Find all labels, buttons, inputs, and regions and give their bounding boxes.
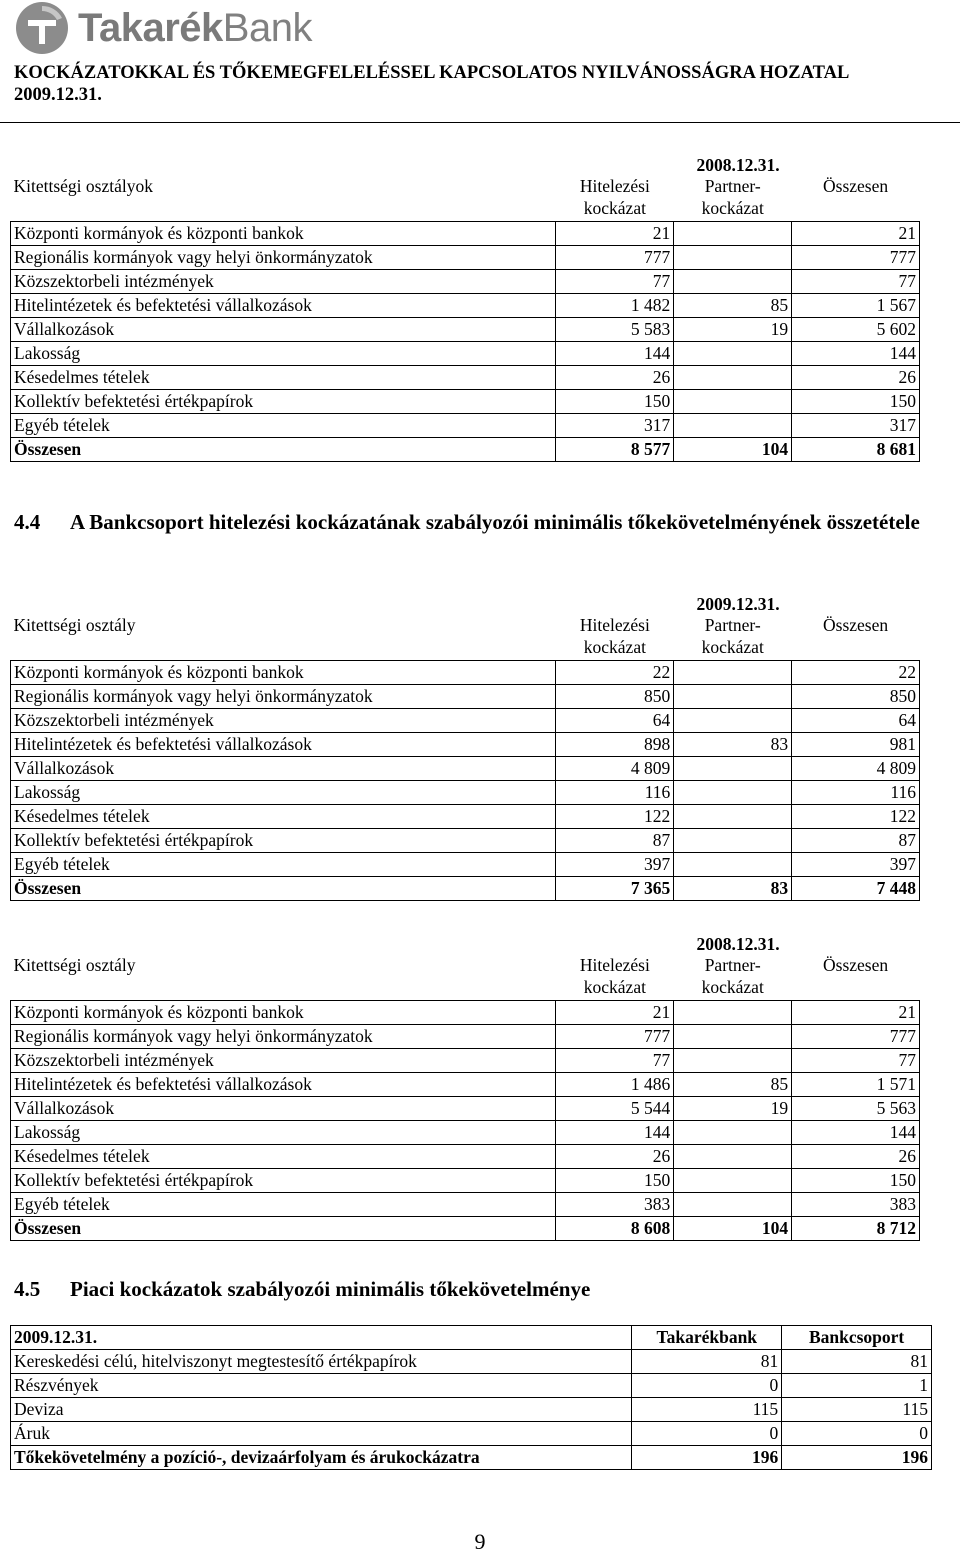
row-label: Központi kormányok és központi bankok (11, 1001, 556, 1025)
table-row (11, 853, 920, 877)
total-value: 22 (792, 661, 920, 685)
total-value: 21 (792, 222, 920, 246)
table-date-row (11, 934, 920, 954)
table-row (11, 342, 920, 366)
counterparty-risk-value (674, 1025, 792, 1049)
credit-risk-value: 116 (556, 781, 674, 805)
credit-risk-value: 5 583 (556, 318, 674, 342)
row-label: Lakosság (11, 1121, 556, 1145)
table-row (11, 1025, 920, 1049)
row-label: Egyéb tételek (11, 1193, 556, 1217)
table-total-row (11, 438, 920, 462)
table-row (11, 1145, 920, 1169)
total-credit-risk: 8 608 (556, 1217, 674, 1241)
total-label: Összesen (11, 1217, 556, 1241)
credit-risk-value: 777 (556, 1025, 674, 1049)
document-header (14, 62, 954, 106)
total-value: 21 (792, 1001, 920, 1025)
row-label: Áruk (11, 1422, 632, 1446)
total-counterparty-risk: 104 (674, 438, 792, 462)
counterparty-risk-value (674, 366, 792, 390)
counterparty-risk-value (674, 709, 792, 733)
table-row (11, 366, 920, 390)
total-value: 1 567 (792, 294, 920, 318)
counterparty-risk-value (674, 1169, 792, 1193)
table-row (11, 781, 920, 805)
bankcsoport-value: 81 (782, 1350, 932, 1374)
counterparty-risk-value (674, 414, 792, 438)
total-value: 77 (792, 270, 920, 294)
row-label: Hitelintézetek és befektetési vállalkozások (11, 733, 556, 757)
row-label: Központi kormányok és központi bankok (11, 222, 556, 246)
counterparty-risk-value (674, 390, 792, 414)
credit-risk-value: 144 (556, 342, 674, 366)
credit-risk-value: 64 (556, 709, 674, 733)
document-title: KOCKÁZATOKKAL ÉS TŐKEMEGFELELÉSSEL KAPCSOLATOS NYILVÁNOSSÁGRA HOZATAL (14, 63, 850, 83)
bankcsoport-value: 115 (782, 1398, 932, 1422)
column-header-date: 2009.12.31. (11, 1326, 632, 1350)
column-header-credit-risk: Hitelezési kockázat (579, 176, 650, 218)
row-label: Részvények (11, 1374, 632, 1398)
table-row (11, 685, 920, 709)
credit-risk-value: 1 486 (556, 1073, 674, 1097)
total-value: 981 (792, 733, 920, 757)
row-label: Központi kormányok és központi bankok (11, 661, 556, 685)
row-label: Lakosság (11, 342, 556, 366)
total-value: 5 563 (792, 1097, 920, 1121)
counterparty-risk-value (674, 781, 792, 805)
credit-risk-value: 122 (556, 805, 674, 829)
blank-cell (792, 594, 920, 614)
row-label: Közszektorbeli intézmények (11, 270, 556, 294)
counterparty-risk-value (674, 270, 792, 294)
table-total-row (11, 877, 920, 901)
credit-risk-value: 77 (556, 270, 674, 294)
total-value: 26 (792, 1145, 920, 1169)
credit-risk-value: 397 (556, 853, 674, 877)
credit-risk-value: 22 (556, 661, 674, 685)
total-label: Összesen (11, 877, 556, 901)
takarekbank-value: 81 (632, 1350, 782, 1374)
credit-risk-value: 21 (556, 1001, 674, 1025)
column-header-counterparty-risk: Partner- kockázat (701, 176, 764, 218)
counterparty-risk-value (674, 1145, 792, 1169)
credit-risk-value: 26 (556, 366, 674, 390)
table-row (11, 733, 920, 757)
counterparty-risk-value (674, 1049, 792, 1073)
counterparty-risk-value (674, 1001, 792, 1025)
row-label: Regionális kormányok vagy helyi önkormányzatok (11, 246, 556, 270)
total-value: 777 (792, 1025, 920, 1049)
total-label: Összesen (11, 438, 556, 462)
total-label: Tőkekövetelmény a pozíció-, devizaárfolyam és árukockázatra (11, 1446, 632, 1470)
table-date: 2008.12.31. (696, 155, 780, 175)
credit-risk-value: 898 (556, 733, 674, 757)
table-row (11, 1169, 920, 1193)
table-row (11, 805, 920, 829)
table-row (11, 1001, 920, 1025)
row-label: Deviza (11, 1398, 632, 1422)
column-header-bankcsoport: Bankcsoport (782, 1326, 932, 1350)
total-value: 116 (792, 781, 920, 805)
table-row (11, 1073, 920, 1097)
counterparty-risk-value (674, 757, 792, 781)
counterparty-risk-value (674, 1121, 792, 1145)
table-row (11, 390, 920, 414)
credit-risk-value: 144 (556, 1121, 674, 1145)
table-row (11, 318, 920, 342)
brand-logo (14, 0, 312, 56)
row-label: Egyéb tételek (11, 414, 556, 438)
column-header-exposure-class: Kitettségi osztály (13, 615, 136, 635)
column-header-counterparty-risk: Partner- kockázat (701, 615, 764, 657)
column-header-total: Összesen (823, 176, 889, 196)
section-4-4-heading: 4.4 A Bankcsoport hitelezési kockázatának szabályozói minimális tőkekövetelményének összetétele (14, 510, 920, 534)
column-header-counterparty-risk: Partner- kockázat (701, 955, 764, 997)
credit-risk-value: 4 809 (556, 757, 674, 781)
column-header-exposure-class: Kitettségi osztály (13, 955, 136, 975)
table-date: 2009.12.31. (696, 594, 780, 614)
total-counterparty-risk: 83 (674, 877, 792, 901)
counterparty-risk-value: 83 (674, 733, 792, 757)
table-date-row (11, 155, 920, 175)
row-label: Hitelintézetek és befektetési vállalkozások (11, 1073, 556, 1097)
total-value: 150 (792, 390, 920, 414)
table-date: 2008.12.31. (696, 934, 780, 954)
row-label: Vállalkozások (11, 318, 556, 342)
counterparty-risk-value (674, 222, 792, 246)
total-value: 150 (792, 1169, 920, 1193)
bankcsoport-value: 1 (782, 1374, 932, 1398)
row-label: Hitelintézetek és befektetési vállalkozások (11, 294, 556, 318)
row-label: Kollektív befektetési értékpapírok (11, 1169, 556, 1193)
row-label: Kollektív befektetési értékpapírok (11, 829, 556, 853)
credit-risk-value: 150 (556, 390, 674, 414)
row-label: Regionális kormányok vagy helyi önkormányzatok (11, 1025, 556, 1049)
total-credit-risk: 7 365 (556, 877, 674, 901)
column-header-takarekbank: Takarékbank (632, 1326, 782, 1350)
credit-risk-value: 87 (556, 829, 674, 853)
column-header-total: Összesen (823, 615, 889, 635)
counterparty-risk-value: 19 (674, 1097, 792, 1121)
total-value: 122 (792, 805, 920, 829)
credit-risk-value: 1 482 (556, 294, 674, 318)
row-label: Közszektorbeli intézmények (11, 1049, 556, 1073)
table-row (11, 414, 920, 438)
grand-total: 8 712 (792, 1217, 920, 1241)
row-label: Közszektorbeli intézmények (11, 709, 556, 733)
takarekbank-value: 0 (632, 1374, 782, 1398)
credit-risk-value: 21 (556, 222, 674, 246)
total-bankcsoport: 196 (782, 1446, 932, 1470)
counterparty-risk-value (674, 805, 792, 829)
row-label: Regionális kormányok vagy helyi önkormányzatok (11, 685, 556, 709)
total-value: 144 (792, 1121, 920, 1145)
table-exposure-2008-bottom (10, 934, 920, 1241)
total-value: 77 (792, 1049, 920, 1073)
table-row (11, 1121, 920, 1145)
column-header-credit-risk: Hitelezési kockázat (579, 955, 650, 997)
takarekbank-value: 0 (632, 1422, 782, 1446)
blank-cell (11, 155, 556, 175)
counterparty-risk-value (674, 246, 792, 270)
row-label: Kereskedési célú, hitelviszonyt megtestesítő értékpapírok (11, 1350, 632, 1374)
total-value: 850 (792, 685, 920, 709)
header-divider (0, 122, 960, 123)
total-value: 64 (792, 709, 920, 733)
row-label: Késedelmes tételek (11, 1145, 556, 1169)
total-value: 317 (792, 414, 920, 438)
table-header-row (11, 954, 920, 1001)
counterparty-risk-value (674, 1193, 792, 1217)
takarekbank-value: 115 (632, 1398, 782, 1422)
credit-risk-value: 317 (556, 414, 674, 438)
section-4-5-heading: 4.5 Piaci kockázatok szabályozói minimális tőkekövetelménye (14, 1277, 591, 1301)
credit-risk-value: 850 (556, 685, 674, 709)
row-label: Vállalkozások (11, 757, 556, 781)
table-row (11, 1049, 920, 1073)
row-label: Vállalkozások (11, 1097, 556, 1121)
blank-cell (11, 594, 556, 614)
table-total-row (11, 1446, 932, 1470)
total-counterparty-risk: 104 (674, 1217, 792, 1241)
table-row (11, 294, 920, 318)
credit-risk-value: 77 (556, 1049, 674, 1073)
credit-risk-value: 150 (556, 1169, 674, 1193)
total-value: 144 (792, 342, 920, 366)
bankcsoport-value: 0 (782, 1422, 932, 1446)
row-label: Lakosság (11, 781, 556, 805)
grand-total: 8 681 (792, 438, 920, 462)
counterparty-risk-value (674, 342, 792, 366)
total-value: 26 (792, 366, 920, 390)
table-row (11, 757, 920, 781)
row-label: Egyéb tételek (11, 853, 556, 877)
table-row (11, 1398, 932, 1422)
counterparty-risk-value (674, 685, 792, 709)
counterparty-risk-value: 85 (674, 1073, 792, 1097)
document-date: 2009.12.31. (14, 85, 102, 105)
table-header-row (11, 1326, 932, 1350)
table-exposure-2008-top (10, 155, 920, 462)
credit-risk-value: 26 (556, 1145, 674, 1169)
takarekbank-logo-icon (14, 0, 70, 56)
grand-total: 7 448 (792, 877, 920, 901)
total-value: 397 (792, 853, 920, 877)
row-label: Késedelmes tételek (11, 366, 556, 390)
counterparty-risk-value: 85 (674, 294, 792, 318)
total-value: 4 809 (792, 757, 920, 781)
credit-risk-value: 5 544 (556, 1097, 674, 1121)
blank-cell (792, 155, 920, 175)
total-value: 87 (792, 829, 920, 853)
table-row (11, 709, 920, 733)
column-header-total: Összesen (823, 955, 889, 975)
table-exposure-2009 (10, 594, 920, 901)
total-value: 383 (792, 1193, 920, 1217)
row-label: Kollektív befektetési értékpapírok (11, 390, 556, 414)
table-total-row (11, 1217, 920, 1241)
total-value: 777 (792, 246, 920, 270)
credit-risk-value: 383 (556, 1193, 674, 1217)
total-credit-risk: 8 577 (556, 438, 674, 462)
counterparty-risk-value (674, 661, 792, 685)
total-takarekbank: 196 (632, 1446, 782, 1470)
table-row (11, 270, 920, 294)
table-row (11, 1422, 932, 1446)
table-row (11, 222, 920, 246)
blank-cell (11, 934, 556, 954)
table-date-row (11, 594, 920, 614)
credit-risk-value: 777 (556, 246, 674, 270)
brand-name: TakarékBank (78, 6, 312, 50)
column-header-credit-risk: Hitelezési kockázat (579, 615, 650, 657)
table-row (11, 1374, 932, 1398)
table-row (11, 1097, 920, 1121)
table-header-row (11, 175, 920, 222)
table-row (11, 1193, 920, 1217)
total-value: 5 602 (792, 318, 920, 342)
table-row (11, 246, 920, 270)
counterparty-risk-value: 19 (674, 318, 792, 342)
column-header-exposure-class: Kitettségi osztályok (13, 176, 153, 196)
page-number: 9 (474, 1529, 486, 1554)
total-value: 1 571 (792, 1073, 920, 1097)
table-row (11, 1350, 932, 1374)
counterparty-risk-value (674, 829, 792, 853)
row-label: Késedelmes tételek (11, 805, 556, 829)
table-row (11, 829, 920, 853)
table-row (11, 661, 920, 685)
table-header-row (11, 614, 920, 661)
blank-cell (792, 934, 920, 954)
counterparty-risk-value (674, 853, 792, 877)
table-market-risk (10, 1325, 932, 1470)
